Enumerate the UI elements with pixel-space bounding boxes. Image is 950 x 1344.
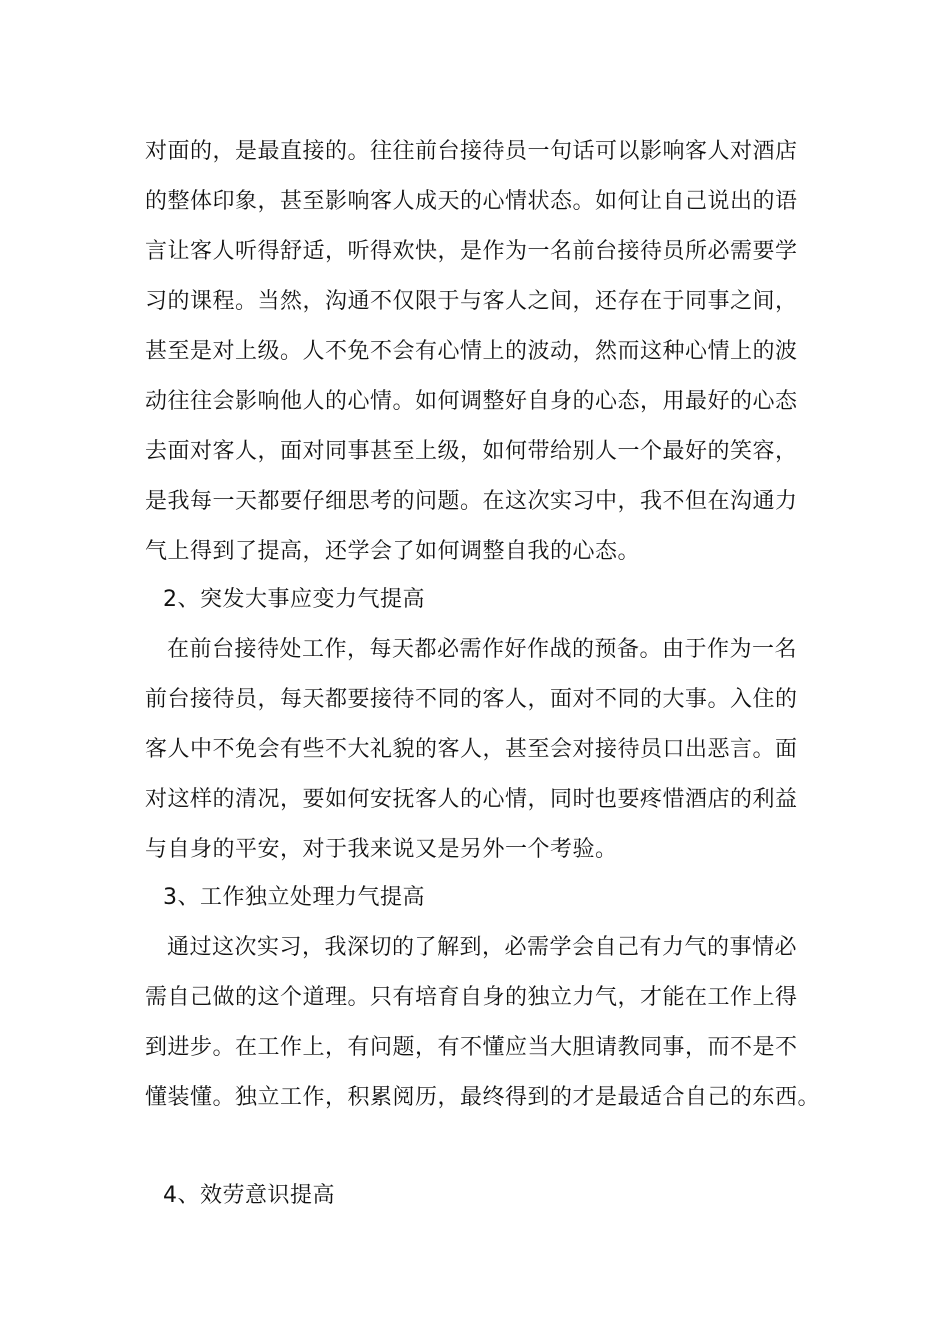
paragraph-3-line-4: 懂装懂。独立工作，积累阅历，最终得到的才是最适合自己的东西。 — [145, 1085, 821, 1110]
paragraph-2-line-3: 客人中不免会有些不大礼貌的客人，甚至会对接待员口出恶言。面 — [145, 737, 798, 762]
paragraph-1-line-7: 去面对客人，面对同事甚至上级，如何带给别人一个最好的笑容， — [145, 439, 798, 464]
paragraph-3-line-3: 到进步。在工作上，有问题，有不懂应当大胆请教同事，而不是不 — [145, 1035, 798, 1060]
paragraph-1-line-4: 习的课程。当然，沟通不仅限于与客人之间，还存在于同事之间， — [145, 289, 798, 314]
section-heading-2: 2、突发大事应变力气提高 — [163, 587, 425, 612]
paragraph-3-line-2: 需自己做的这个道理。只有培育自身的独立力气，才能在工作上得 — [145, 985, 798, 1010]
paragraph-2-line-2: 前台接待员，每天都要接待不同的客人，面对不同的大事。入住的 — [145, 687, 798, 712]
paragraph-3-line-1: 通过这次实习，我深切的了解到，必需学会自己有力气的事情必 — [167, 935, 798, 960]
paragraph-2-line-5: 与自身的平安，对于我来说又是另外一个考验。 — [145, 837, 618, 862]
paragraph-1-line-8: 是我每一天都要仔细思考的问题。在这次实习中，我不但在沟通力 — [145, 489, 798, 514]
paragraph-1-line-6: 动往往会影响他人的心情。如何调整好自身的心态，用最好的心态 — [145, 389, 798, 414]
paragraph-1-line-1: 对面的，是最直接的。往往前台接待员一句话可以影响客人对酒店 — [145, 139, 798, 164]
paragraph-2-line-4: 对这样的清况，要如何安抚客人的心情，同时也要疼惜酒店的利益 — [145, 787, 798, 812]
paragraph-1-line-3: 言让客人听得舒适，听得欢快，是作为一名前台接待员所必需要学 — [145, 239, 798, 264]
paragraph-2-line-1: 在前台接待处工作，每天都必需作好作战的预备。由于作为一名 — [167, 637, 798, 662]
paragraph-1-line-2: 的整体印象，甚至影响客人成天的心情状态。如何让自己说出的语 — [145, 189, 798, 214]
section-heading-4: 4、效劳意识提高 — [163, 1183, 335, 1208]
paragraph-1-line-9: 气上得到了提高，还学会了如何调整自我的心态。 — [145, 539, 641, 564]
paragraph-1-line-5: 甚至是对上级。人不免不会有心情上的波动，然而这种心情上的波 — [145, 339, 798, 364]
section-heading-3: 3、工作独立处理力气提高 — [163, 885, 425, 910]
